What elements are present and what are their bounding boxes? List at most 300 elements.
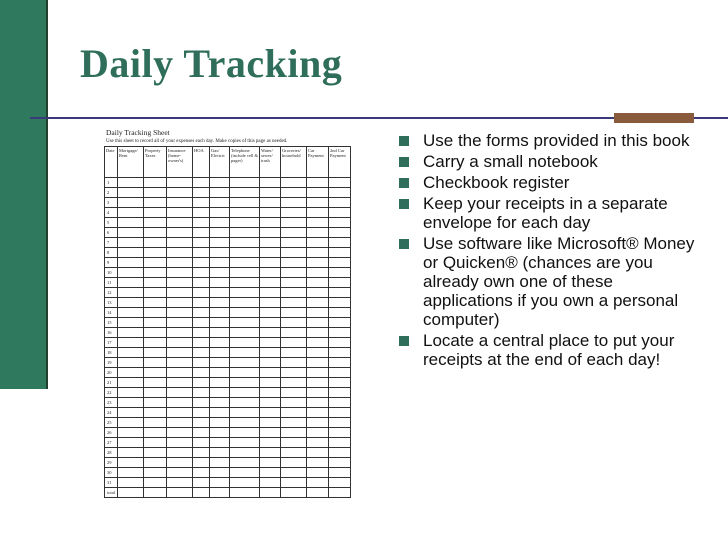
grid-cell: [193, 408, 210, 418]
grid-cell: [144, 408, 167, 418]
grid-cell: [329, 288, 351, 298]
grid-cell: [144, 278, 167, 288]
grid-cell: [230, 358, 260, 368]
bullet-text: Keep your receipts in a separate envelope for each day: [423, 194, 668, 232]
grid-cell: [193, 288, 210, 298]
grid-cell: [260, 278, 281, 288]
grid-cell: [167, 318, 193, 328]
grid-row: [105, 448, 351, 458]
grid-cell: [210, 388, 230, 398]
bullet-text: Use software like Microsoft® Money or Quicken® (chances are you already own one of these applications if you own a personal computer): [423, 234, 695, 329]
grid-cell: [210, 218, 230, 228]
grid-cell: [167, 328, 193, 338]
grid-cell: [210, 248, 230, 258]
grid-cell: [118, 298, 144, 308]
grid-cell: [307, 318, 329, 328]
grid-cell: [329, 188, 351, 198]
grid-cell: [281, 268, 307, 278]
grid-row: [105, 228, 351, 238]
grid-cell: [329, 408, 351, 418]
grid-row: [105, 268, 351, 278]
grid-row: [105, 358, 351, 368]
grid-cell: [193, 238, 210, 248]
grid-cell: [260, 288, 281, 298]
grid-cell: [260, 178, 281, 188]
grid-cell: [230, 448, 260, 458]
grid-cell: [230, 228, 260, 238]
grid-cell: [210, 318, 230, 328]
grid-row-label: 1: [105, 178, 118, 188]
grid-cell: [193, 228, 210, 238]
grid-cell: [193, 358, 210, 368]
grid-cell: [167, 248, 193, 258]
grid-row-label: 7: [105, 238, 118, 248]
grid-cell: [260, 348, 281, 358]
bullet-item: [392, 173, 697, 192]
grid-row-label: 21: [105, 378, 118, 388]
grid-cell: [260, 448, 281, 458]
grid-row-label: 15: [105, 318, 118, 328]
grid-row: [105, 438, 351, 448]
grid-cell: [118, 408, 144, 418]
grid-cell: [210, 418, 230, 428]
grid-row: [105, 468, 351, 478]
grid-cell: [193, 258, 210, 268]
square-bullet-icon: [399, 336, 409, 346]
grid-cell: [260, 358, 281, 368]
grid-cell: [281, 478, 307, 488]
grid-cell: [167, 228, 193, 238]
grid-cell: [260, 418, 281, 428]
grid-row-label: 5: [105, 218, 118, 228]
grid-cell: [260, 318, 281, 328]
grid-cell: [230, 458, 260, 468]
grid-row-label: 6: [105, 228, 118, 238]
grid-cell: [230, 308, 260, 318]
grid-column-header: Date: [105, 147, 118, 178]
grid-cell: [167, 178, 193, 188]
grid-cell: [193, 458, 210, 468]
grid-cell: [281, 378, 307, 388]
grid-row: [105, 218, 351, 228]
grid-row: [105, 478, 351, 488]
grid-cell: [230, 258, 260, 268]
bullet-text: Carry a small notebook: [423, 152, 598, 171]
grid-cell: [210, 398, 230, 408]
grid-cell: [281, 208, 307, 218]
grid-column-header: Groceries/ household: [281, 147, 307, 178]
grid-cell: [118, 488, 144, 498]
grid-cell: [167, 438, 193, 448]
grid-cell: [260, 238, 281, 248]
grid-cell: [118, 358, 144, 368]
bullet-text: Use the forms provided in this book: [423, 131, 690, 150]
grid-cell: [230, 318, 260, 328]
grid-cell: [144, 298, 167, 308]
grid-cell: [230, 278, 260, 288]
grid-row-label: 3: [105, 198, 118, 208]
sheet-instructions: Use this sheet to record all of your expenses each day. Make copies of this page as needed.: [106, 139, 288, 144]
grid-cell: [167, 238, 193, 248]
grid-cell: [210, 348, 230, 358]
grid-cell: [167, 278, 193, 288]
grid-cell: [144, 378, 167, 388]
square-bullet-icon: [399, 136, 409, 146]
grid-cell: [193, 268, 210, 278]
grid-cell: [167, 468, 193, 478]
grid-cell: [230, 378, 260, 388]
grid-cell: [193, 448, 210, 458]
grid-cell: [193, 368, 210, 378]
grid-row-label: 17: [105, 338, 118, 348]
grid-cell: [260, 438, 281, 448]
grid-cell: [260, 458, 281, 468]
grid-row-label: 24: [105, 408, 118, 418]
grid-cell: [144, 178, 167, 188]
grid-column-header: Insurance (home-owner's): [167, 147, 193, 178]
grid-cell: [260, 308, 281, 318]
grid-cell: [193, 298, 210, 308]
grid-cell: [230, 298, 260, 308]
grid-row: [105, 178, 351, 188]
grid-cell: [307, 238, 329, 248]
grid-cell: [329, 178, 351, 188]
grid-cell: [281, 398, 307, 408]
grid-row-label: 12: [105, 288, 118, 298]
grid-cell: [230, 288, 260, 298]
grid-cell: [307, 458, 329, 468]
grid-cell: [307, 428, 329, 438]
grid-row: [105, 188, 351, 198]
grid-cell: [307, 298, 329, 308]
grid-row-label: 14: [105, 308, 118, 318]
grid-cell: [167, 348, 193, 358]
grid-cell: [329, 228, 351, 238]
grid-column-header: 2nd Car Payment: [329, 147, 351, 178]
grid-cell: [307, 388, 329, 398]
grid-cell: [281, 338, 307, 348]
grid-cell: [210, 458, 230, 468]
grid-cell: [281, 238, 307, 248]
grid-cell: [329, 318, 351, 328]
grid-cell: [118, 338, 144, 348]
grid-cell: [307, 398, 329, 408]
grid-cell: [329, 358, 351, 368]
grid-row-label: 20: [105, 368, 118, 378]
grid-cell: [260, 218, 281, 228]
grid-row: [105, 318, 351, 328]
grid-cell: [329, 438, 351, 448]
grid-cell: [144, 348, 167, 358]
grid-cell: [118, 318, 144, 328]
grid-cell: [193, 378, 210, 388]
grid-cell: [118, 468, 144, 478]
bullet-text: Locate a central place to put your receipts at the end of each day!: [423, 331, 675, 369]
grid-cell: [118, 218, 144, 228]
grid-row: [105, 398, 351, 408]
grid-cell: [230, 208, 260, 218]
grid-cell: [144, 368, 167, 378]
grid-cell: [167, 428, 193, 438]
grid-column-header: Property Taxes: [144, 147, 167, 178]
grid-cell: [281, 298, 307, 308]
grid-cell: [167, 418, 193, 428]
grid-cell: [193, 198, 210, 208]
grid-cell: [193, 338, 210, 348]
grid-row-label: 28: [105, 448, 118, 458]
grid-cell: [230, 418, 260, 428]
grid-cell: [329, 258, 351, 268]
grid-cell: [193, 468, 210, 478]
grid-cell: [210, 288, 230, 298]
grid-cell: [118, 448, 144, 458]
grid-cell: [307, 248, 329, 258]
grid-cell: [144, 438, 167, 448]
grid-row: [105, 378, 351, 388]
grid-cell: [210, 208, 230, 218]
grid-cell: [281, 448, 307, 458]
grid-cell: [260, 398, 281, 408]
grid-cell: [210, 328, 230, 338]
grid-cell: [210, 448, 230, 458]
grid-cell: [167, 378, 193, 388]
grid-cell: [118, 478, 144, 488]
grid-cell: [230, 218, 260, 228]
grid-cell: [329, 468, 351, 478]
grid-row: [105, 248, 351, 258]
grid-cell: [281, 228, 307, 238]
grid-cell: [307, 308, 329, 318]
grid-cell: [144, 358, 167, 368]
grid-cell: [167, 458, 193, 468]
grid-cell: [281, 328, 307, 338]
grid-cell: [307, 368, 329, 378]
grid-cell: [281, 358, 307, 368]
grid-cell: [210, 268, 230, 278]
grid-cell: [210, 378, 230, 388]
grid-row: [105, 208, 351, 218]
grid-cell: [230, 268, 260, 278]
grid-cell: [118, 258, 144, 268]
grid-cell: [193, 438, 210, 448]
grid-cell: [210, 478, 230, 488]
grid-cell: [307, 378, 329, 388]
grid-cell: [193, 308, 210, 318]
grid-cell: [118, 438, 144, 448]
grid-row-label: 8: [105, 248, 118, 258]
grid-cell: [144, 248, 167, 258]
grid-cell: [144, 288, 167, 298]
grid-row: [105, 348, 351, 358]
grid-cell: [329, 238, 351, 248]
grid-cell: [210, 308, 230, 318]
grid-cell: [210, 438, 230, 448]
grid-cell: [281, 318, 307, 328]
grid-cell: [230, 198, 260, 208]
grid-cell: [193, 388, 210, 398]
grid-cell: [307, 348, 329, 358]
grid-row-label: 27: [105, 438, 118, 448]
grid-cell: [210, 358, 230, 368]
grid-cell: [307, 268, 329, 278]
grid-row: [105, 258, 351, 268]
grid-cell: [144, 458, 167, 468]
grid-cell: [144, 428, 167, 438]
grid-column-header: Gas/ Electric: [210, 147, 230, 178]
grid-cell: [193, 398, 210, 408]
grid-cell: [307, 288, 329, 298]
grid-cell: [144, 338, 167, 348]
grid-cell: [307, 338, 329, 348]
grid-cell: [167, 218, 193, 228]
left-accent-bar-edge: [46, 0, 48, 389]
grid-cell: [260, 468, 281, 478]
grid-cell: [193, 278, 210, 288]
grid-row-label: 13: [105, 298, 118, 308]
grid-row-label: 26: [105, 428, 118, 438]
grid-cell: [144, 478, 167, 488]
grid-cell: [144, 208, 167, 218]
grid-cell: [210, 188, 230, 198]
grid-cell: [230, 328, 260, 338]
grid-cell: [329, 268, 351, 278]
grid-cell: [118, 458, 144, 468]
grid-cell: [281, 438, 307, 448]
grid-cell: [118, 348, 144, 358]
grid-row-label: 22: [105, 388, 118, 398]
grid-cell: [260, 428, 281, 438]
grid-cell: [167, 188, 193, 198]
grid-cell: [230, 488, 260, 498]
grid-cell: [281, 428, 307, 438]
slide-title: Daily Tracking: [80, 41, 343, 86]
grid-cell: [281, 418, 307, 428]
grid-cell: [230, 178, 260, 188]
grid-cell: [307, 448, 329, 458]
grid-cell: [167, 388, 193, 398]
grid-cell: [230, 388, 260, 398]
left-accent-bar-gap: [0, 389, 48, 546]
grid-cell: [167, 288, 193, 298]
grid-cell: [329, 198, 351, 208]
grid-cell: [210, 338, 230, 348]
grid-cell: [118, 378, 144, 388]
grid-cell: [281, 468, 307, 478]
grid-row: [105, 238, 351, 248]
grid-cell: [210, 488, 230, 498]
grid-cell: [260, 208, 281, 218]
grid-cell: [260, 388, 281, 398]
grid-cell: [281, 458, 307, 468]
grid-cell: [329, 308, 351, 318]
grid-cell: [167, 298, 193, 308]
grid-cell: [260, 408, 281, 418]
grid-cell: [260, 328, 281, 338]
grid-cell: [307, 478, 329, 488]
grid-cell: [260, 228, 281, 238]
grid-cell: [230, 468, 260, 478]
grid-cell: [307, 418, 329, 428]
grid-cell: [210, 468, 230, 478]
grid-cell: [260, 248, 281, 258]
grid-cell: [281, 218, 307, 228]
grid-cell: [167, 358, 193, 368]
grid-row: [105, 298, 351, 308]
grid-cell: [193, 188, 210, 198]
grid-cell: [118, 308, 144, 318]
grid-row: [105, 278, 351, 288]
grid-cell: [193, 178, 210, 188]
grid-cell: [118, 198, 144, 208]
grid-column-header: Water/ sewer/ trash: [260, 147, 281, 178]
grid-cell: [307, 358, 329, 368]
grid-cell: [307, 188, 329, 198]
square-bullet-icon: [399, 178, 409, 188]
grid-cell: [281, 348, 307, 358]
grid-cell: [230, 428, 260, 438]
bullet-item: [392, 152, 697, 171]
grid-cell: [210, 278, 230, 288]
grid-cell: [210, 178, 230, 188]
grid-cell: [210, 408, 230, 418]
grid-cell: [329, 348, 351, 358]
daily-tracking-sheet-image: [96, 128, 352, 498]
grid-column-header: Telephone (include cell & pager): [230, 147, 260, 178]
grid-cell: [118, 418, 144, 428]
grid-cell: [307, 438, 329, 448]
grid-cell: [260, 478, 281, 488]
grid-cell: [307, 208, 329, 218]
grid-cell: [210, 198, 230, 208]
grid-column-header: HOA: [193, 147, 210, 178]
grid-cell: [260, 258, 281, 268]
grid-cell: [230, 408, 260, 418]
grid-cell: [281, 408, 307, 418]
grid-cell: [230, 348, 260, 358]
sheet-title: Daily Tracking Sheet: [106, 128, 170, 137]
grid-cell: [307, 468, 329, 478]
grid-cell: [144, 198, 167, 208]
grid-cell: [329, 338, 351, 348]
grid-cell: [144, 448, 167, 458]
grid-cell: [307, 278, 329, 288]
grid-cell: [281, 368, 307, 378]
grid-row: [105, 338, 351, 348]
grid-row-label: 9: [105, 258, 118, 268]
grid-cell: [329, 418, 351, 428]
grid-cell: [281, 278, 307, 288]
grid-cell: [193, 328, 210, 338]
grid-cell: [260, 188, 281, 198]
grid-cell: [329, 388, 351, 398]
grid-row-label: 25: [105, 418, 118, 428]
grid-row-label: 11: [105, 278, 118, 288]
grid-cell: [167, 398, 193, 408]
grid-cell: [329, 478, 351, 488]
grid-cell: [281, 288, 307, 298]
grid-cell: [329, 248, 351, 258]
grid-cell: [118, 208, 144, 218]
grid-cell: [230, 238, 260, 248]
square-bullet-icon: [399, 157, 409, 167]
grid-cell: [193, 248, 210, 258]
grid-cell: [144, 238, 167, 248]
grid-row-label: 2: [105, 188, 118, 198]
tracking-grid: [104, 146, 351, 498]
grid-cell: [193, 218, 210, 228]
grid-cell: [210, 238, 230, 248]
grid-cell: [118, 388, 144, 398]
